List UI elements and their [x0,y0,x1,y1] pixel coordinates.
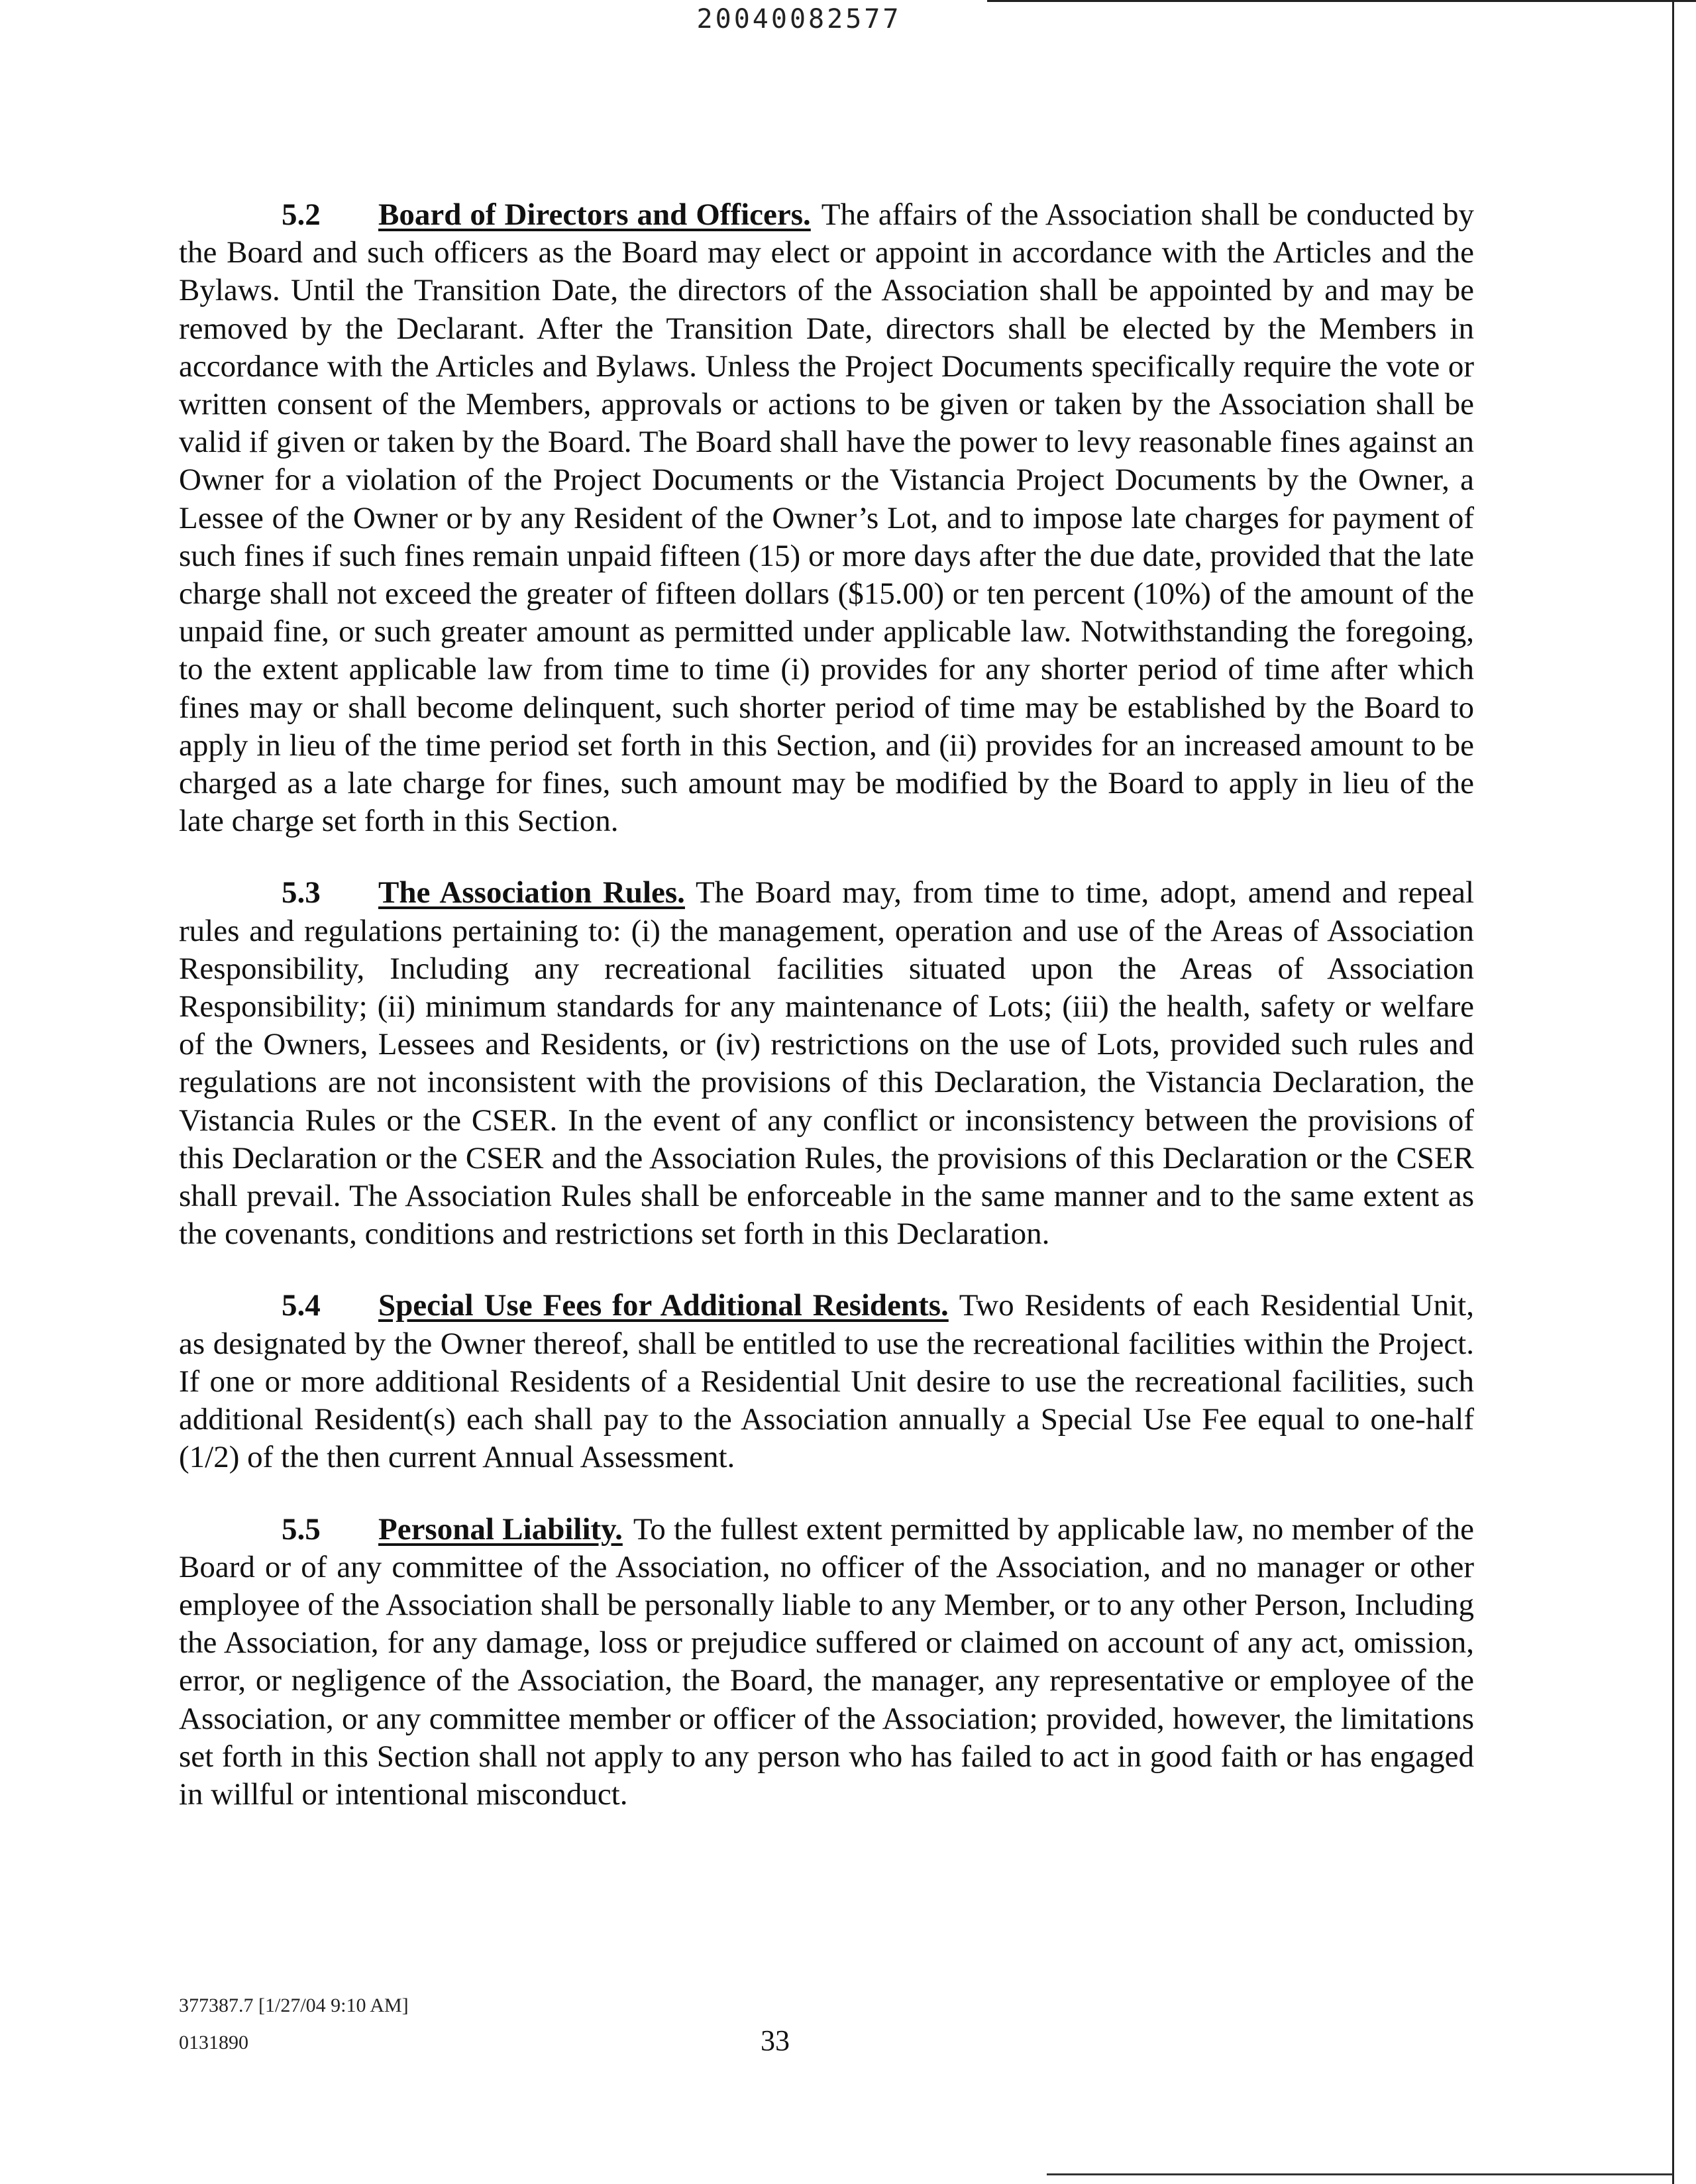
section-5-3 [179,874,1474,1253]
section-paragraph [179,1511,1474,1814]
bottom-border-line [1047,2173,1673,2175]
section-number: 5.4 [282,1288,321,1323]
section-title: The Association Rules. [378,875,685,910]
section-number: 5.2 [282,197,321,232]
top-border-line [987,0,1696,2]
section-body: Two Residents of each Residential Unit, as designated by the Owner thereof, shall be entitled to use the recreational facilities within the Project. If one or more additional Residents of a Residential Unit desire to use the recreational facilities, such additional Resident(s) each shall pay to the Association annually a Special Use Fee equal to one-half (1/2) of the then current Annual Assessment. [179,1288,1474,1475]
section-title: Special Use Fees for Additional Residents. [378,1288,949,1323]
section-paragraph [179,196,1474,840]
right-border-line [1672,0,1674,2184]
section-body: The affairs of the Association shall be conducted by the Board and such officers as the Board may elect or appoint in accordance with the Articles and the Bylaws. Until the Transition Date, the directors of the Association shall be appointed by and may be removed by the Declarant. After the Transition Date, directors shall be elected by the Members in accordance with the Articles and Bylaws. Unless the Project Documents specifically require the vote or written consent of the Members, approvals or actions to be given or taken by the Association shall be valid if given or taken by the Board. The Board shall have the power to levy reasonable fines against an Owner for a violation of the Project Documents or the Vistancia Project Documents by the Owner, a Lessee of the Owner or by any Resident of the Owner’s Lot, and to impose late charges for payment of such fines if such fines remain unpaid fifteen (15) or more days after the due date, provided that the late charge shall not exceed the greater of fifteen dollars ($15.00) or ten percent (10%) of the amount of the unpaid fine, or such greater amount as permitted under applicable law. Notwithstanding the foregoing, to the extent applicable law from time to time (i) provides for any shorter period of time after which fines may or shall become delinquent, such shorter period of time may be established by the Board to apply in lieu of the time period set forth in this Section, and (ii) provides for an increased amount to be charged as a late charge for fines, such amount may be modified by the Board to apply in lieu of the late charge set forth in this Section. [179,197,1474,839]
section-paragraph [179,1287,1474,1476]
section-number: 5.5 [282,1511,321,1547]
section-5-5 [179,1511,1474,1814]
page-number: 33 [761,2024,790,2057]
section-title: Personal Liability. [378,1511,623,1547]
section-body: The Board may, from time to time, adopt, amend and repeal rules and regulations pertaining to: (i) the management, operation and use of the Areas of Association Responsibility, Including any recreational facilities situated upon the Areas of Association Responsibility; (ii) minimum standards for any maintenance of Lots; (iii) the health, safety or welfare of the Owners, Lessees and Residents, or (iv) restrictions on the use of Lots, provided such rules and regulations are not inconsistent with the provisions of this Declaration, the Vistancia Declaration, the Vistancia Rules or the CSER. In the event of any conflict or inconsistency between the provisions of this Declaration or the CSER and the Association Rules, the provisions of this Declaration or the CSER shall prevail. The Association Rules shall be enforceable in the same manner and to the same extent as the covenants, conditions and restrictions set forth in this Declaration. [179,875,1475,1252]
section-paragraph [179,874,1474,1253]
section-5-2 [179,196,1474,840]
document-number: 20040082577 [696,4,902,34]
section-title: Board of Directors and Officers. [378,197,811,232]
footer-file-reference: 377387.7 [1/27/04 9:10 AM] [179,1994,409,2016]
section-5-4 [179,1287,1474,1476]
section-body: To the fullest extent permitted by applicable law, no member of the Board or of any committee of the Association, no officer of the Association, and no manager or other employee of the Association shall be personally liable to any Member, or to any other Person, Including the Association, for any damage, loss or prejudice suffered or claimed on account of any act, omission, error, or negligence of the Association, the Board, the manager, any representative or employee of the Association, or any committee member or officer of the Association; provided, however, the limitations set forth in this Section shall not apply to any person who has failed to act in good faith or has engaged in willful or intentional misconduct. [179,1511,1474,1812]
footer-client-number: 0131890 [179,2032,248,2053]
document-body [179,196,1474,1847]
section-number: 5.3 [282,875,321,910]
